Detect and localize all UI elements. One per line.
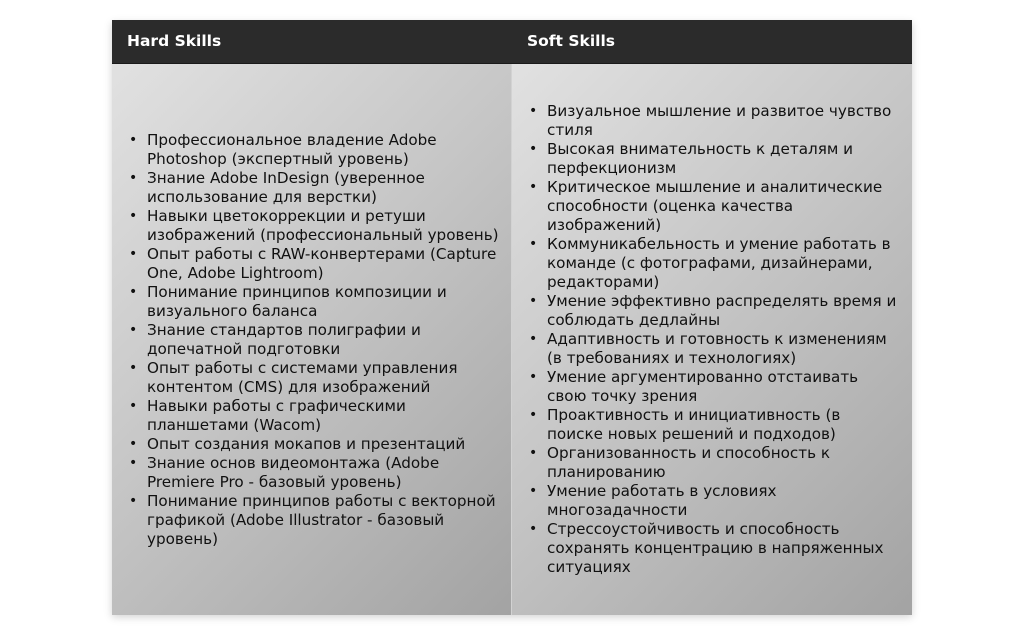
bullet-icon: • [529,103,538,119]
list-item [129,168,499,207]
bullet-icon: • [129,245,138,262]
list-item [529,140,900,178]
list-item [129,206,499,245]
list-item [529,102,900,140]
list-item-text: Опыт работы с RAW-конвертерами (Capture One, Adobe Lightroom) [147,244,497,282]
hard-skills-header: Hard Skills [127,32,222,50]
list-item [529,444,900,482]
bullet-icon: • [129,169,138,186]
list-item [529,235,900,292]
bullet-icon: • [129,359,138,376]
hard-skills-cell [112,64,512,615]
list-item [529,292,900,330]
list-item-text: Профессиональное владение Adobe Photoshop (экспертный уровень) [147,130,437,168]
list-item-text: Умение эффективно распределять время и соблюдать дедлайны [547,292,897,329]
list-item-text: Опыт создания мокапов и презентаций [147,434,466,453]
list-item-text: Стрессоустойчивость и способность сохранять концентрацию в напряженных ситуациях [547,520,884,576]
list-item-text: Адаптивность и готовность к изменениям (в требованиях и технологиях) [547,330,887,367]
bullet-icon: • [129,321,138,338]
bullet-icon: • [129,454,138,471]
bullet-icon: • [529,369,538,385]
list-item [129,358,499,397]
table-body [112,64,912,615]
list-item [129,453,499,492]
list-item-text: Понимание принципов работы с векторной графикой (Adobe Illustrator - базовый уровень) [147,491,496,548]
bullet-icon: • [529,179,538,195]
skills-table [112,20,912,614]
soft-skills-list [512,102,912,577]
list-item [129,244,499,283]
list-item [129,130,499,169]
list-item-text: Умение аргументированно отстаивать свою точку зрения [547,368,859,405]
list-item-text: Знание стандартов полиграфии и допечатной подготовки [147,320,421,358]
list-item-text: Знание Adobe InDesign (уверенное использование для верстки) [147,168,425,206]
list-item-text: Навыки цветокоррекции и ретуши изображений (профессиональный уровень) [147,206,499,244]
bullet-icon: • [529,293,538,309]
list-item-text: Организованность и способность к планированию [547,444,831,481]
soft-skills-header: Soft Skills [527,32,615,50]
bullet-icon: • [129,435,138,452]
hard-skills-list [112,131,511,549]
bullet-icon: • [129,207,138,224]
bullet-icon: • [129,283,138,300]
list-item-text: Знание основ видеомонтажа (Adobe Premiere Pro - базовый уровень) [147,453,440,491]
bullet-icon: • [529,141,538,157]
list-item-text: Опыт работы с системами управления контентом (CMS) для изображений [147,358,458,396]
soft-skills-cell [512,64,912,615]
list-item-text: Коммуникабельность и умение работать в команде (с фотографами, дизайнерами, редакторами) [547,235,891,291]
list-item [529,178,900,235]
bullet-icon: • [529,445,538,461]
list-item-text: Умение работать в условиях многозадачности [547,482,777,519]
bullet-icon: • [129,397,138,414]
list-item-text: Понимание принципов композиции и визуального баланса [147,282,447,320]
list-item [129,396,499,435]
list-item-text: Высокая внимательность к деталям и перфекционизм [547,140,854,177]
list-item [529,368,900,406]
list-item [129,491,499,549]
list-item-text: Проактивность и инициативность (в поиске новых решений и подходов) [547,406,841,443]
list-item [129,434,499,454]
bullet-icon: • [529,236,538,252]
list-item-text: Критическое мышление и аналитические способности (оценка качества изображений) [547,178,883,234]
list-item [129,282,499,321]
list-item-text: Навыки работы с графическими планшетами (Wacom) [147,396,406,434]
list-item [529,520,900,577]
bullet-icon: • [129,131,138,148]
list-item [529,330,900,368]
bullet-icon: • [529,521,538,537]
list-item-text: Визуальное мышление и развитое чувство стиля [547,102,892,139]
list-item [129,320,499,359]
list-item [529,482,900,520]
bullet-icon: • [129,492,138,509]
bullet-icon: • [529,331,538,347]
bullet-icon: • [529,407,538,423]
list-item [529,406,900,444]
bullet-icon: • [529,483,538,499]
table-header [112,20,912,64]
